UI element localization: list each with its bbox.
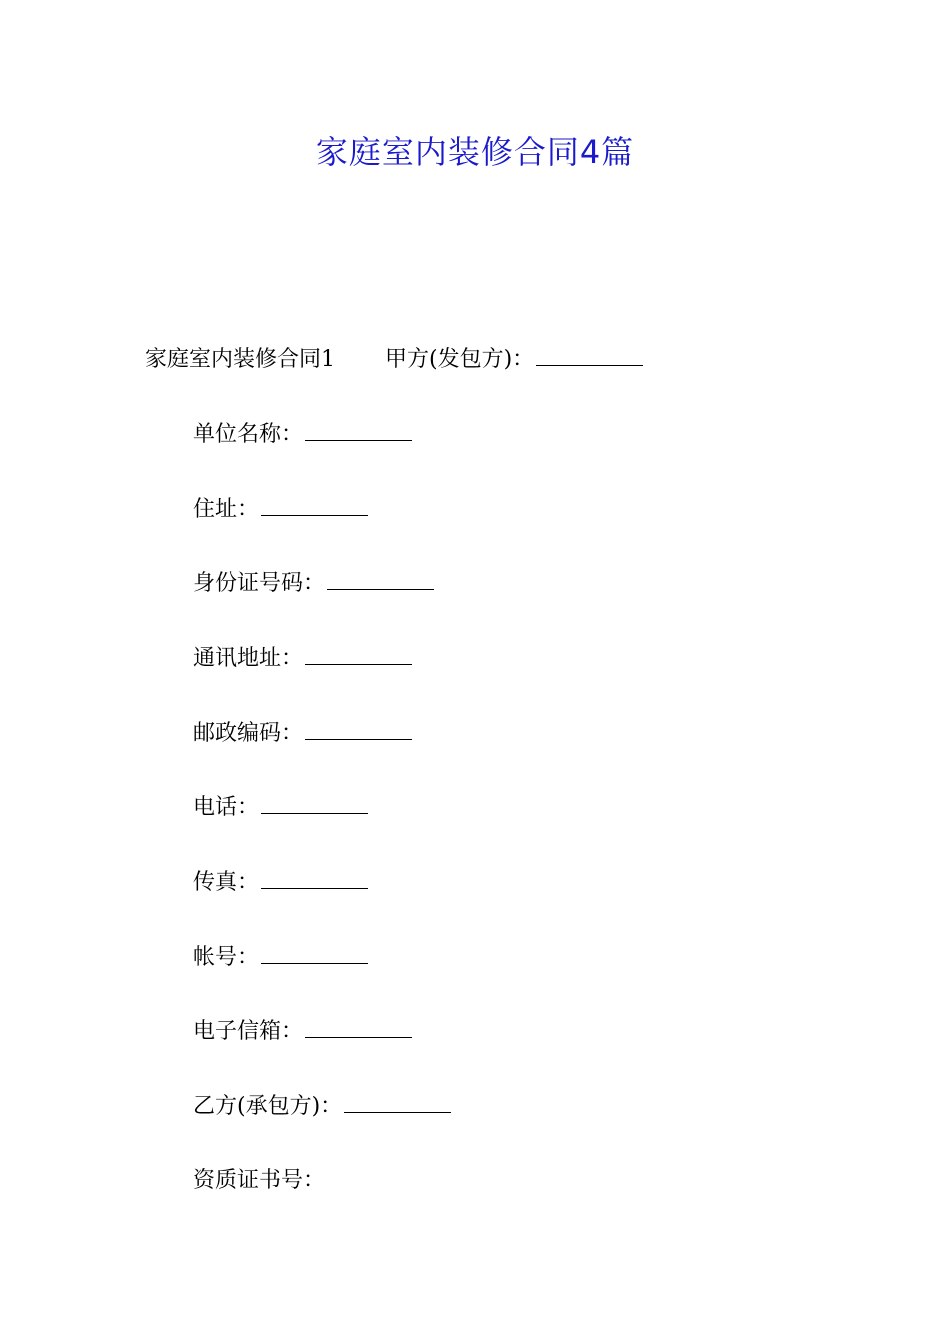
field-fax [193, 866, 368, 899]
field-account [193, 941, 368, 974]
field-label: 单位名称： [193, 422, 304, 447]
field-address [193, 493, 368, 526]
field-label: 电话： [193, 795, 260, 820]
field-blank[interactable] [261, 941, 368, 964]
field-label: 传真： [193, 870, 260, 895]
field-party-b [193, 1090, 451, 1123]
field-blank[interactable] [305, 717, 412, 740]
party-a-label: 甲方(发包方)： [385, 347, 535, 372]
field-postal-code [193, 717, 412, 750]
field-qualification-cert [193, 1165, 325, 1197]
field-blank[interactable] [261, 791, 368, 814]
field-blank[interactable] [305, 1015, 412, 1038]
field-id-number [193, 567, 434, 600]
field-label: 住址： [193, 497, 260, 522]
field-label: 身份证号码： [193, 571, 326, 596]
field-blank[interactable] [327, 567, 434, 590]
field-label: 电子信箱： [193, 1019, 304, 1044]
field-label: 资质证书号： [193, 1168, 326, 1193]
field-blank[interactable] [261, 493, 368, 516]
field-mailing-address [193, 642, 412, 675]
field-blank[interactable] [305, 418, 412, 441]
field-blank[interactable] [344, 1090, 451, 1113]
party-a-blank[interactable] [536, 343, 643, 366]
field-label: 帐号： [193, 945, 260, 970]
page-title: 家庭室内装修合同4篇 [315, 133, 635, 171]
field-blank[interactable] [305, 642, 412, 665]
intro-line [145, 343, 643, 376]
field-label: 邮政编码： [193, 721, 304, 746]
field-email [193, 1015, 412, 1048]
field-blank[interactable] [261, 866, 368, 889]
field-org-name [193, 418, 412, 451]
field-phone [193, 791, 368, 824]
field-label: 乙方(承包方)： [193, 1094, 343, 1119]
field-label: 通讯地址： [193, 646, 304, 671]
contract-heading: 家庭室内装修合同1 [145, 347, 335, 372]
